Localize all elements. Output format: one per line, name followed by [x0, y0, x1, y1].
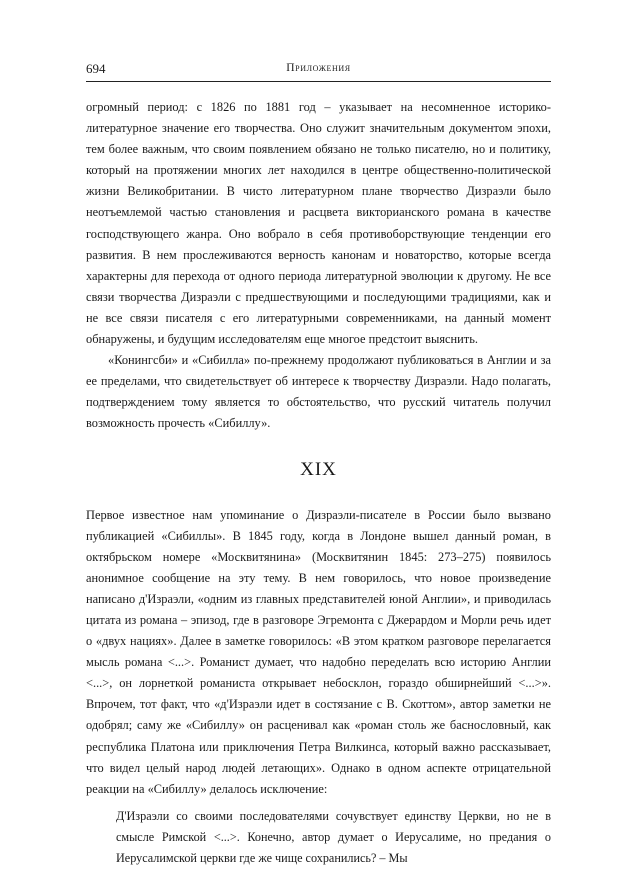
page-body: [86, 97, 551, 869]
page-number: 694: [86, 61, 106, 76]
quote-text: Д'Израэли со своими последователями сочувствует единству Церкви, но не в смысле Римской <...>. Конечно, автор думает о Иерусалиме, но предания о Иерусалимской церкви где же чище сохранились? – Мы: [116, 808, 551, 865]
running-title: Приложения: [286, 62, 351, 74]
block-quote: [116, 806, 551, 869]
page-header: [86, 59, 551, 82]
paragraph: «Конингсби» и «Сибилла» по-прежнему продолжают публиковаться в Англии и за ее пределами, что свидетельствует об интересе к творчеству Дизраэли. Надо полагать, подтверждением тому является то обстоятельство, что русский читатель получил возможность прочесть «Сибиллу».: [86, 353, 551, 431]
paragraph-continued: огромный период: с 1826 по 1881 год – указывает на несомненное историко-литературное значение его творчества. Оно служит значительным документом эпохи, тем более важным, что своим появлением обязано не только писателю, но и политику, который на протяжении многих лет находился в центре общественно-политической жизни Великобритании. В чисто литературном плане творчество Дизраэли было неотъемлемой частью становления и расцвета викторианского романа в качестве господствующего жанра. Оно вобрало в себя противоборствующие тенденции его развития. В нем прослеживаются верность канонам и новаторство, которые всегда характерны для перехода от одного периода литературной эволюции к другому. Не все связи творчества Дизраэли с предшествующими и последующими традициями, как и не все связи писателя с его литературными современниками, на данный момент обнаружены, и будущим исследователям еще многое предстоит выяснить.: [86, 100, 551, 347]
paragraph: Первое известное нам упоминание о Дизраэли-писателе в России было вызвано публикацией «Сибиллы». В 1845 году, когда в Лондоне вышел данный роман, в октябрьском номере «Москвитянина» (Москвитянин 1845: 273–275) появилось анонимное сообщение на эту тему. В нем говорилось, что новое произведение написано д'Израэли, «одним из главных представителей юной Англии», и приводилась цитата из романа – эпизод, где в разговоре Эгремонта с Джерардом и Морли речь идет о «двух нациях». Далее в заметке говорилось: «В этом кратком разговоре перелагается мысль романа <...>. Романист думает, что надобно переделать всю историю Англии <...>, он лорнеткой романиста открывает небосклон, гораздо обширнейший <...>». Впрочем, тот факт, что «д'Израэли идет в состязание с В. Скоттом», автор заметки не одобрял; саму же «Сибиллу» он расценивал как «роман столь же баснословный, как республика Платона или приключения Петра Вилкинса, который важно рассказывает, что видел целый народ людей летающих». Однако в одном аспекте отрицательной реакции на «Сибиллу» делалось исключение:: [86, 507, 551, 796]
section-heading: XIX: [300, 458, 337, 480]
